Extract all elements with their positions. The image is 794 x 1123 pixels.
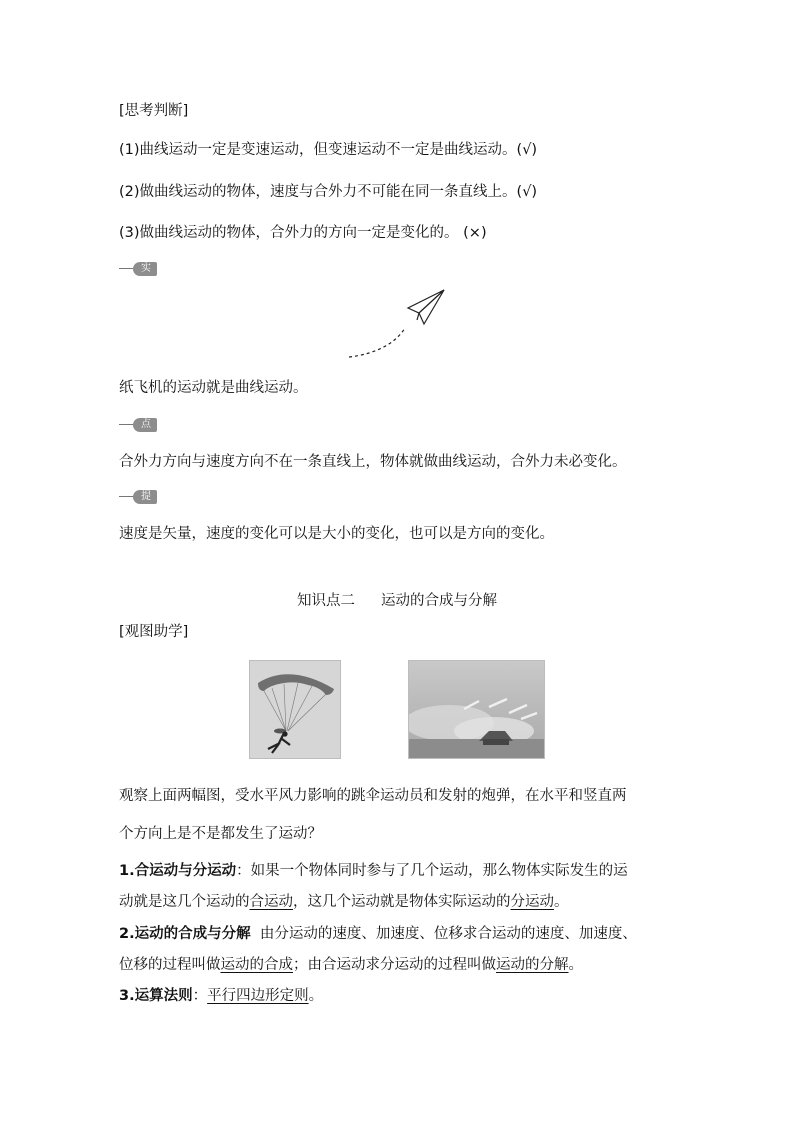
observe-question-line-1: 观察上面两幅图，受水平风力影响的跳伞运动员和发射的炮弹，在水平和竖直两 xyxy=(119,788,627,804)
point-1-line-1: 1.合运动与分运动：如果一个物体同时参与了几个运动，那么物体实际发生的运 xyxy=(119,863,628,879)
tip-text: 合外力方向与速度方向不在一条直线上，物体就做曲线运动，合外力未必变化。 xyxy=(119,454,627,470)
observe-question-line-2: 个方向上是不是都发生了运动？ xyxy=(119,826,322,842)
term-component-motion: 分运动 xyxy=(510,894,554,910)
section-name: 运动的合成与分解 xyxy=(381,593,497,609)
observe-heading: [观图助学] xyxy=(119,624,189,640)
term-parallelogram-rule: 平行四边形定则 xyxy=(207,988,309,1004)
point-1-label: 1.合运动与分运动 xyxy=(119,863,237,879)
judgement-item-2: (2)做曲线运动的物体，速度与合外力不可能在同一条直线上。(√) xyxy=(119,184,538,200)
term-motion-decomposition: 运动的分解 xyxy=(496,957,569,973)
point-2-label: 2.运动的合成与分解 xyxy=(119,926,251,942)
judgement-item-3: (3)做曲线运动的物体，合外力的方向一定是变化的。 (×) xyxy=(119,225,487,241)
example-text: 纸飞机的运动就是曲线运动。 xyxy=(119,380,308,396)
section-title xyxy=(0,591,794,611)
artillery-launch-photo xyxy=(408,660,545,759)
parachutist-photo xyxy=(249,660,341,759)
term-resultant-motion: 合运动 xyxy=(249,894,293,910)
reminder-text: 速度是矢量，速度的变化可以是大小的变化，也可以是方向的变化。 xyxy=(119,526,554,542)
point-2-line-2: 位移的过程叫做运动的合成；由合运动求分运动的过程叫做运动的分解。 xyxy=(119,957,583,973)
paper-plane-illustration xyxy=(345,286,450,362)
section-label: 知识点二 xyxy=(297,593,355,609)
point-3-line: 3.运算法则：平行四边形定则。 xyxy=(119,988,324,1004)
point-2-line-1: 2.运动的合成与分解 由分运动的速度、加速度、位移求合运动的速度、加速度、 xyxy=(119,926,637,942)
point-1-line-2: 动就是这几个运动的合运动，这几个运动就是物体实际运动的分运动。 xyxy=(119,894,569,910)
point-3-label: 3.运算法则 xyxy=(119,988,193,1004)
judgement-item-1: (1)曲线运动一定是变速运动，但变速运动不一定是曲线运动。(√) xyxy=(119,142,538,158)
term-motion-composition: 运动的合成 xyxy=(220,957,293,973)
think-heading: [思考判断] xyxy=(119,103,189,119)
